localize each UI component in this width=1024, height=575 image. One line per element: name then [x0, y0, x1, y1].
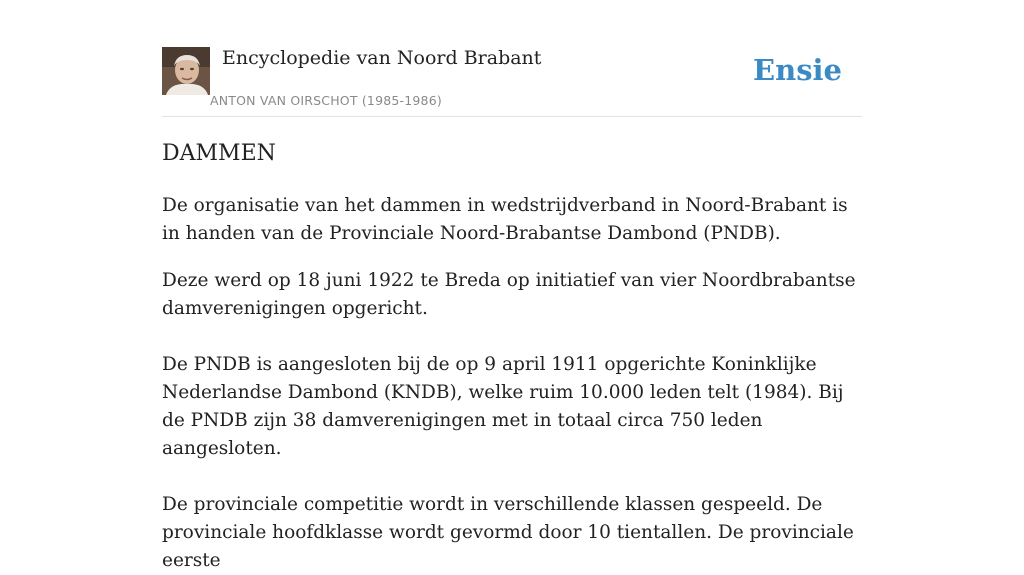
article-title: DAMMEN — [162, 141, 276, 166]
book-title[interactable]: Encyclopedie van Noord Brabant — [222, 47, 542, 69]
author-name[interactable]: ANTON VAN OIRSCHOT (1985-1986) — [210, 93, 442, 108]
author-avatar[interactable] — [162, 47, 210, 95]
article-paragraph: Deze werd op 18 juni 1922 te Breda op initiatief van vier Noordbrabantse damverenigingen opgericht. — [162, 270, 856, 319]
article-paragraph: De provinciale competitie wordt in verschillende klassen gespeeld. De provinciale hoofdklasse wordt gevormd door 10 tientallen. De provinciale eerste — [162, 494, 854, 571]
article-paragraph: De organisatie van het dammen in wedstrijdverband in Noord-Brabant is in handen van de Provinciale Noord-Brabantse Dambond (PNDB). — [162, 195, 848, 244]
author-portrait-icon — [162, 47, 210, 95]
article-paragraph: De PNDB is aangesloten bij de op 9 april 1911 opgerichte Koninklijke Nederlandse Dambond (KNDB), welke ruim 10.000 leden telt (1984). Bij de PNDB zijn 38 damverenigingen met in totaal circa 750 leden aangesloten. — [162, 354, 844, 459]
page-header — [162, 46, 862, 117]
article — [162, 138, 862, 575]
ensie-logo[interactable]: Ensie — [753, 53, 842, 87]
